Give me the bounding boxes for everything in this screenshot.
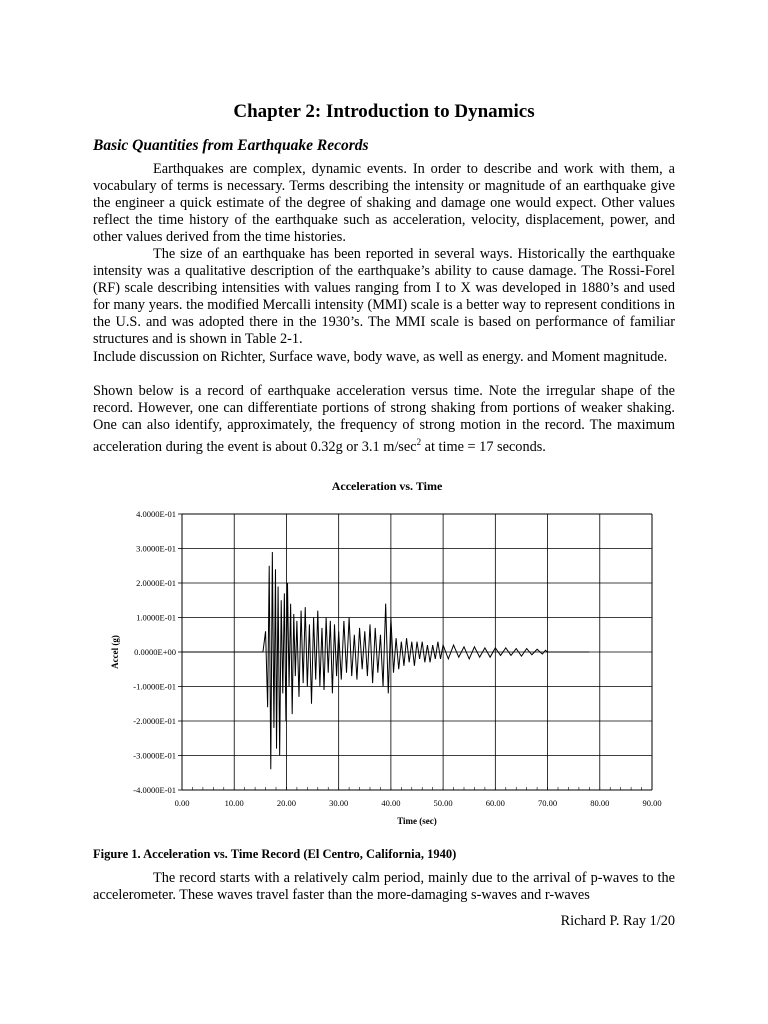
chapter-title: Chapter 2: Introduction to Dynamics <box>233 101 535 122</box>
y-tick-label: -3.0000E-01 <box>133 750 176 761</box>
paragraph-magnitude-note: Include discussion on Richter, Surface wave, body wave, as well as energy. and Moment magnitude. <box>93 349 668 365</box>
record-description-text: Shown below is a record of earthquake acceleration versus time. Note the irregular shape of the record. However, one can differentiate portions of strong shaking from portions of weaker shaking. One can also identify, approximately, the frequency of strong motion in the record. The maximum acceleration during the event is about 0.32g or 3.1 m/sec <box>93 383 675 456</box>
y-tick-label: 1.0000E-01 <box>136 612 176 623</box>
y-tick-label: -2.0000E-01 <box>133 716 176 726</box>
x-tick-label: 80.00 <box>590 798 610 808</box>
y-tick-label: 3.0000E-01 <box>136 543 176 554</box>
figure-caption: Figure 1. Acceleration vs. Time Record (El Centro, California, 1940) <box>93 847 457 861</box>
x-tick-label: 20.00 <box>276 798 297 808</box>
section-heading: Basic Quantities from Earthquake Records <box>93 137 369 154</box>
x-tick-label: 40.00 <box>381 798 401 808</box>
x-tick-label: 10.00 <box>224 798 244 808</box>
unit-exponent: 2 <box>416 437 422 448</box>
record-description-tail: at time = 17 seconds. <box>421 439 546 456</box>
acceleration-chart-svg <box>100 474 670 834</box>
x-tick-label: 90.00 <box>642 798 662 808</box>
chart-title: Acceleration vs. Time <box>331 479 443 493</box>
y-tick-label: 0.0000E+00 <box>134 647 176 657</box>
page-footer: Richard P. Ray 1/20 <box>560 913 675 929</box>
y-tick-label: 2.0000E-01 <box>136 578 176 588</box>
x-tick-label: 70.00 <box>537 798 558 808</box>
x-tick-label: 50.00 <box>433 798 453 808</box>
y-tick-label: 4.0000E-01 <box>136 509 176 519</box>
acceleration-chart <box>100 474 670 834</box>
x-tick-label: 0.00 <box>174 798 190 808</box>
y-axis-label: Accel (g) <box>110 635 120 669</box>
paragraph-earthquake-size: The size of an earthquake has been reported in several ways. Historically the earthquake intensity was a qualitative description of the earthquake’s ability to cause damage. The Rossi-Forel (RF) scale describing intensities with values ranging from I to X was developed in 1880’s and used for many years. the modified Mercalli intensity (MMI) scale is a better way to represent conditions in the U.S. and was adopted there in the 1930’s. The MMI scale is based on performance of familiar structures and is shown in Table 2-1. <box>93 246 675 348</box>
x-axis-label: Time (sec) <box>397 816 437 826</box>
y-tick-label: -1.0000E-01 <box>133 681 176 692</box>
x-tick-label: 30.00 <box>329 798 349 808</box>
paragraph-earthquakes-intro: Earthquakes are complex, dynamic events. In order to describe and work with them, a vocabulary of terms is necessary. Terms describing the intensity or magnitude of an earthquake give the engineer a quick estimate of the degree of shaking and damage one would expect. Other values reflect the time history of the earthquake such as acceleration, velocity, displacement, power, and other values derived from the time histories. <box>93 161 675 246</box>
y-tick-label: -4.0000E-01 <box>133 785 176 795</box>
acceleration-series-line <box>182 552 589 769</box>
x-tick-label: 60.00 <box>485 798 505 808</box>
paragraph-record-start: The record starts with a relatively calm period, mainly due to the arrival of p-waves to the accelerometer. These waves travel faster than the more-damaging s-waves and r-waves <box>93 870 675 904</box>
paragraph-record-description <box>93 383 675 456</box>
